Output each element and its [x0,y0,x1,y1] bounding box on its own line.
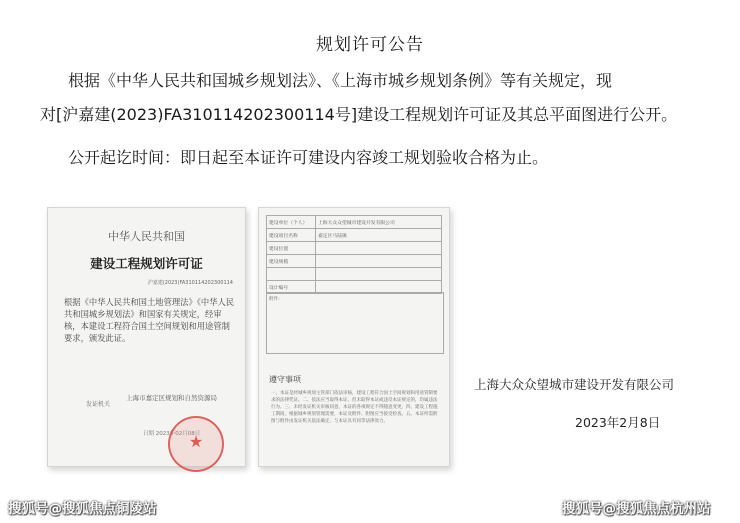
document-notes: 附件： [269,297,283,302]
certificate-card [47,207,246,467]
table-row: 建设单位（个人） 上海大众众望城市建设开发有限公司 [267,216,442,229]
certificate-country: 中华人民共和国 [108,230,185,243]
table-row: 建设项目名称 嘉定区马陆镇 [267,229,442,242]
company-name: 上海大众众望城市建设开发有限公司 [474,377,675,392]
certificate-body: 根据《中华人民共和国土地管理法》《中华人民共和国城乡规划法》和国家有关规定，经审核，本建设工程符合国土空间规划和用途管制要求，颁发此证。 [64,297,235,343]
signature-date: 2023年2月8日 [575,415,661,430]
table-row: 建设规模 [267,255,442,268]
document-table [266,215,442,294]
watermark-right: 搜狐号@搜狐焦点杭州站 [562,501,711,517]
watermark-left: 搜狐号@搜狐焦点铜陵站 [8,501,157,517]
document-notice-items: 一、本证是经城乡规划主管部门依法审核，建设工程符合国土空间规划和用途管制要求的法律凭证。二、依法应当取得本证，但未取得本证或违反本证规定的，均属违法行为。三、未经发证机关审核同意，本证的各项规定不得随意变更。四、建设工程施工期间，根据城乡规划管理需要，本证及附件、附图应当接受检查。五、本证所需附图与附件由发证机关依法确定，与本证具有同等法律效力。 [271,391,438,424]
notice-paragraph-1: 根据《中华人民共和国城乡规划法》、《上海市城乡规划条例》等有关规定，现 [68,71,613,90]
certificate-issuer-label: 发证机关 [86,401,111,408]
notice-paragraph-3: 公开起讫时间：即日起至本证许可建设内容竣工规划验收合格为止。 [68,148,549,167]
certificate-date: 日期 2023年02月08日 [143,431,201,437]
certificate-number: 沪嘉建(2023)FA310114202300114 [147,280,233,286]
table-row: 设计编号 [267,281,442,294]
document-notice-heading: 遵守事项 [269,375,301,384]
table-row [267,268,442,281]
document-card [258,207,450,467]
official-seal-icon: ★ [168,416,224,472]
notice-title: 规划许可公告 [316,35,424,55]
certificate-name: 建设工程规划许可证 [90,256,203,271]
certificate-issuer-name: 上海市嘉定区规划和自然资源局 [126,394,217,402]
table-row: 建设位置 [267,242,442,255]
notice-paragraph-2: 对[沪嘉建(2023)FA310114202300114号]建设工程规划许可证及其总平面图进行公开。 [40,105,678,124]
